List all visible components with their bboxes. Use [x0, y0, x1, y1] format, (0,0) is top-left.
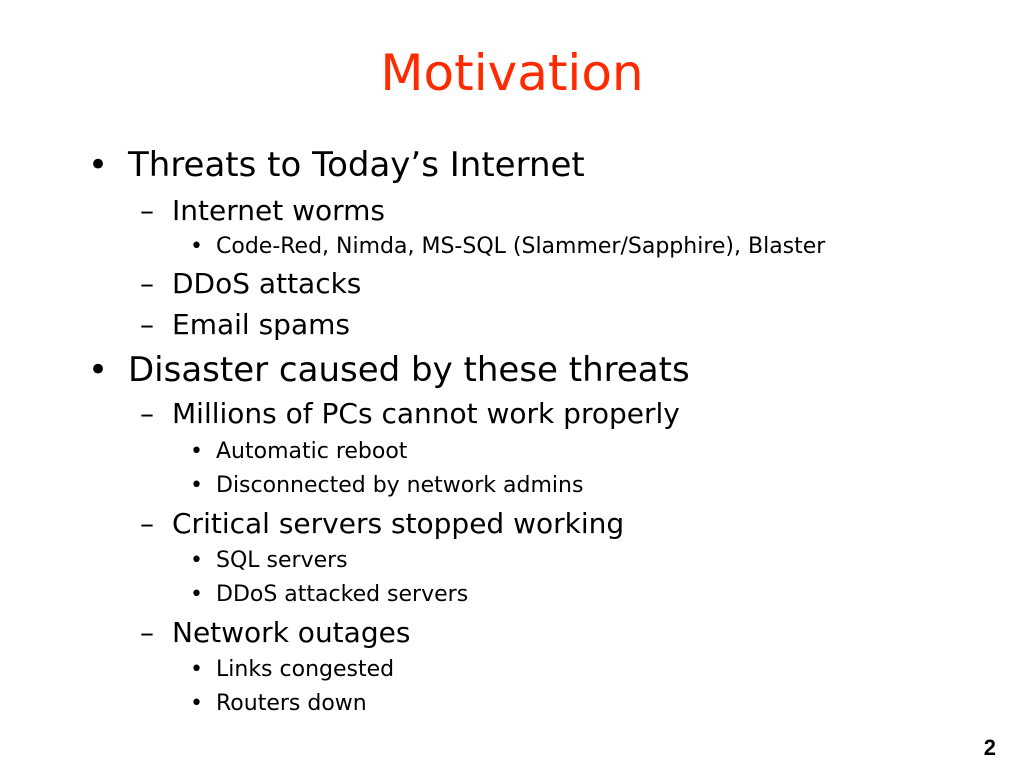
bullet-icon: • — [88, 350, 109, 390]
sub-sub-bullet-text: Disconnected by network admins — [216, 473, 584, 498]
sub-bullet-text: Internet worms — [172, 194, 385, 227]
sub-bullet-text: Network outages — [172, 616, 411, 649]
dash-icon: – — [140, 308, 154, 341]
bullet-icon: • — [190, 657, 203, 682]
bullet-icon: • — [190, 548, 203, 573]
sub-sub-bullet-text: SQL servers — [216, 548, 348, 573]
bullet-icon: • — [190, 473, 203, 498]
bullet-icon: • — [190, 691, 203, 716]
bullet-icon: • — [190, 582, 203, 607]
dash-icon: – — [140, 507, 154, 540]
sub-bullet-text: Millions of PCs cannot work properly — [172, 397, 680, 430]
sub-sub-bullet-text: Routers down — [216, 691, 367, 716]
sub-sub-bullet-text: Automatic reboot — [216, 439, 408, 464]
sub-sub-bullet-text: Code-Red, Nimda, MS-SQL (Slammer/Sapphire), Blaster — [216, 234, 826, 259]
sub-bullet-text: Critical servers stopped working — [172, 507, 625, 540]
dash-icon: – — [140, 616, 154, 649]
bullet-text: Threats to Today’s Internet — [128, 145, 585, 185]
sub-sub-bullet-text: DDoS attacked servers — [216, 582, 469, 607]
slide-title: Motivation — [380, 44, 644, 102]
sub-sub-bullet-text: Links congested — [216, 657, 395, 682]
bullet-icon: • — [190, 439, 203, 464]
bullet-icon: • — [88, 145, 109, 185]
dash-icon: – — [140, 194, 154, 227]
bullet-icon: • — [190, 234, 203, 259]
page-number: 2 — [983, 735, 996, 760]
sub-bullet-text: Email spams — [172, 308, 350, 341]
dash-icon: – — [140, 267, 154, 300]
bullet-text: Disaster caused by these threats — [128, 350, 690, 390]
sub-bullet-text: DDoS attacks — [172, 267, 362, 300]
dash-icon: – — [140, 397, 154, 430]
